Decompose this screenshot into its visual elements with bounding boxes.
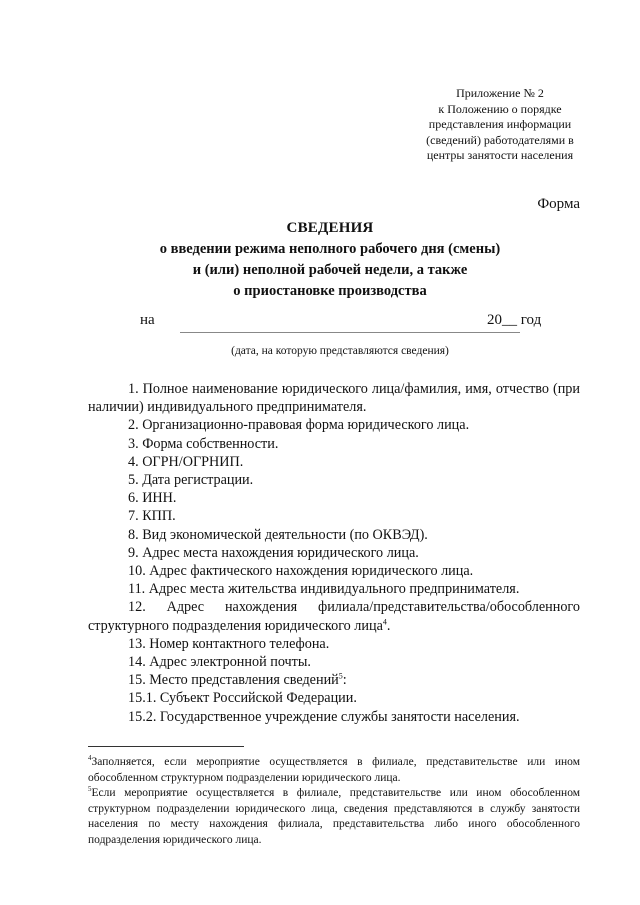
- form-label: Форма: [537, 196, 580, 212]
- item-text: 3. Форма собственности.: [128, 435, 279, 452]
- document-title: [80, 218, 580, 302]
- item-text: 4. ОГРН/ОГРНИП.: [128, 453, 244, 470]
- date-year: 20__ год: [487, 312, 542, 328]
- list-item: [88, 671, 580, 689]
- list-item: [88, 635, 580, 653]
- list-item: [88, 435, 580, 453]
- appendix-line: представления информации: [428, 117, 572, 131]
- appendix-header: [400, 86, 600, 164]
- item-tail: .: [386, 617, 391, 634]
- list-item: [88, 544, 580, 562]
- item-text: 2. Организационно-правовая форма юридического лица.: [128, 417, 470, 434]
- date-caption: (дата, на которую представляются сведения): [231, 345, 449, 357]
- item-tail: :: [342, 672, 347, 689]
- list-item: [88, 471, 580, 489]
- appendix-line: к Положению о порядке: [438, 101, 562, 116]
- item-text: 13. Номер контактного телефона.: [128, 635, 330, 652]
- footnote-ref: 5: [338, 671, 343, 681]
- date-prefix: на: [140, 312, 155, 328]
- list-item: [88, 580, 580, 598]
- list-item: [88, 598, 580, 634]
- list-item: [88, 562, 580, 580]
- appendix-line: Приложение № 2: [456, 86, 544, 100]
- date-row: [140, 312, 600, 336]
- appendix-line: центры занятости населения: [426, 148, 574, 162]
- date-fill-line: [180, 332, 520, 333]
- footnote-text: Если мероприятие осуществляется в филиале, представительстве или ином обособленном структурном подразделении юридического лица, сведения представляются в службу занятости населения по месту нахождения филиала, представительства либо иного обособленного подразделения юридического лица.: [88, 787, 580, 846]
- item-text: 8. Вид экономической деятельности (по ОКВЭД).: [128, 526, 428, 543]
- item-text: 5. Дата регистрации.: [128, 472, 254, 489]
- list-item: [88, 708, 580, 726]
- item-text: 11. Адрес места жительства индивидуального предпринимателя.: [128, 581, 520, 598]
- list-item: [88, 453, 580, 471]
- item-text: 12. Адрес нахождения филиала/представительства/обособленного структурного подразделения юридического лица: [88, 599, 580, 634]
- item-text: 10. Адрес фактического нахождения юридического лица.: [128, 563, 474, 580]
- appendix-line: (сведений) работодателями в: [426, 132, 574, 147]
- item-text: 7. КПП.: [128, 508, 176, 525]
- list-item: [88, 380, 580, 416]
- list-item: [88, 689, 580, 707]
- title-line: о введении режима неполного рабочего дня (смены): [159, 241, 501, 257]
- items-list: [88, 380, 580, 726]
- list-item: [88, 653, 580, 671]
- list-item: [88, 489, 580, 507]
- footnotes: [88, 755, 580, 849]
- list-item: [88, 416, 580, 434]
- footnote-mark: 5: [88, 785, 92, 794]
- footnote-text: Заполняется, если мероприятие осуществляется в филиале, представительстве или ином обособленном структурном подразделении юридического лица.: [88, 756, 580, 784]
- item-text: 6. ИНН.: [128, 490, 177, 507]
- footnote: [88, 755, 580, 786]
- list-item: [88, 526, 580, 544]
- title-line: и (или) неполной рабочей недели, а также: [192, 262, 468, 278]
- item-text: 15. Место представления сведений: [128, 672, 339, 689]
- item-text: 15.2. Государственное учреждение службы занятости населения.: [128, 708, 520, 725]
- title-main: СВЕДЕНИЯ: [286, 220, 374, 236]
- footnote-ref: 4: [382, 616, 387, 626]
- footnote: [88, 786, 580, 848]
- item-text: 15.1. Субъект Российской Федерации.: [128, 690, 357, 707]
- footnote-mark: 4: [88, 754, 92, 763]
- item-text: 9. Адрес места нахождения юридического лица.: [128, 544, 419, 561]
- item-text: 1. Полное наименование юридического лица/фамилия, имя, отчество (при наличии) индивидуального предпринимателя.: [88, 381, 580, 416]
- footnote-divider: [88, 746, 244, 747]
- title-line: о приостановке производства: [233, 283, 427, 299]
- list-item: [88, 507, 580, 525]
- item-text: 14. Адрес электронной почты.: [128, 654, 311, 671]
